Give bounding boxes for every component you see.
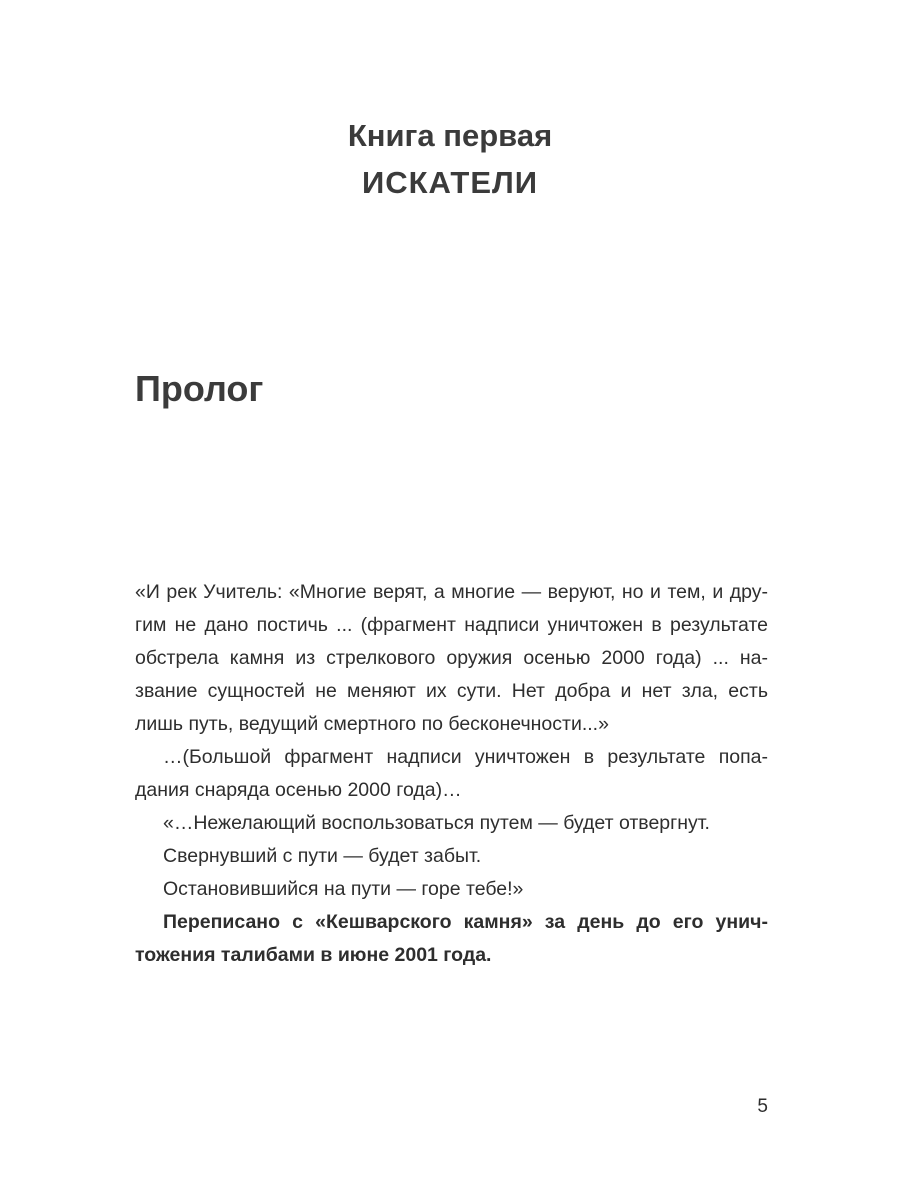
text-line: …(Большой фрагмент надписи уничтожен в результате попа- <box>163 746 768 768</box>
paragraph <box>135 741 768 807</box>
paragraph <box>135 576 768 741</box>
text-line: звание сущностей не меняют их сути. Нет добра и нет зла, есть <box>135 680 768 702</box>
text-line: «…Нежелающий воспользоваться путем — будет отвергнут. <box>163 812 710 834</box>
text-line: дания снаряда осенью 2000 года)… <box>135 779 462 801</box>
paragraph <box>135 807 768 840</box>
body-text <box>135 576 768 972</box>
book-title-block <box>0 112 900 206</box>
text-line: лишь путь, ведущий смертного по бесконечности...» <box>135 713 609 735</box>
text-line: обстрела камня из стрелкового оружия осенью 2000 года) ... на- <box>135 647 768 669</box>
text-line: Переписано с «Кешварского камня» за день до его унич- <box>163 911 768 933</box>
paragraph <box>135 906 768 972</box>
text-line: Остановившийся на пути — горе тебе!» <box>163 878 524 900</box>
book-subtitle: ИСКАТЕЛИ <box>361 165 539 200</box>
text-line: гим не дано постичь ... (фрагмент надписи уничтожен в результате <box>135 614 768 636</box>
paragraph <box>135 840 768 873</box>
text-line: тожения талибами в июне 2001 года. <box>135 944 492 966</box>
page-number: 5 <box>757 1096 768 1117</box>
text-line: Свернувший с пути — будет забыт. <box>163 845 482 867</box>
text-line: «И рек Учитель: «Многие верят, а многие — веруют, но и тем, и дру- <box>135 581 768 603</box>
paragraph <box>135 873 768 906</box>
chapter-title: Пролог <box>135 368 264 409</box>
book-title: Книга первая <box>347 118 553 153</box>
